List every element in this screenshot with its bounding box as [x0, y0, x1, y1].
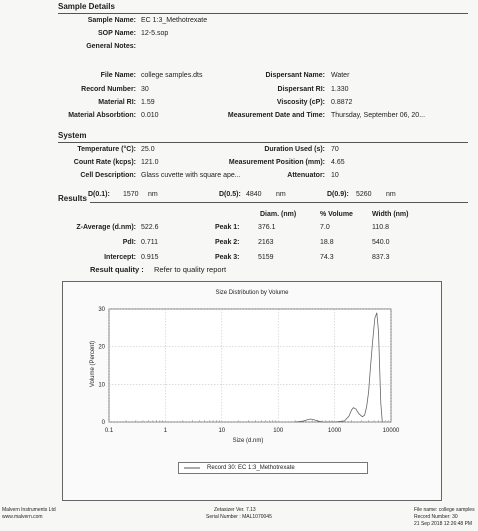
- x-tick-label: 10: [218, 428, 226, 434]
- legend-swatch: [182, 463, 202, 473]
- section-title-sample-details: Sample Details: [58, 2, 115, 11]
- peak-3-width: 837.3: [372, 254, 390, 261]
- peak-3-diam: 5159: [258, 254, 274, 261]
- measurement-date-label: Measurement Date and Time:: [227, 112, 325, 119]
- material-absorption-label: Material Absorbtion:: [68, 112, 136, 119]
- sop-name-label: SOP Name:: [98, 30, 136, 37]
- count-rate-value: 121.0: [141, 159, 159, 166]
- viscosity-label: Viscosity (cP):: [276, 99, 325, 106]
- y-tick-label: 0: [101, 420, 105, 426]
- dispersant-name-label: Dispersant Name:: [265, 72, 325, 79]
- peak-1-diam: 376.1: [258, 224, 276, 231]
- d05-value: 4840: [246, 191, 262, 198]
- measurement-position-label: Measurement Position (mm):: [228, 159, 325, 166]
- peak-1-label: Peak 1:: [215, 224, 240, 231]
- material-ri-label: Material RI:: [98, 99, 136, 106]
- result-quality-label: Result quality :: [90, 265, 144, 274]
- dispersant-ri-value: 1.330: [331, 86, 349, 93]
- section-divider: [90, 202, 468, 203]
- peak-1-width: 110.8: [372, 224, 389, 231]
- file-name-label: File Name:: [100, 72, 136, 79]
- d09-label: D(0.9):: [327, 191, 349, 198]
- dispersant-ri-label: Dispersant RI:: [277, 86, 325, 93]
- peak-2-volume: 18.8: [320, 239, 334, 246]
- x-tick-label: 1000: [327, 428, 342, 434]
- result-quality-value: Refer to quality report: [154, 265, 227, 274]
- material-absorption-value: 0.010: [141, 112, 159, 119]
- d05-label: D(0.5):: [219, 191, 241, 198]
- cell-description-value: Glass cuvette with square ape...: [141, 172, 241, 179]
- attenuator-value: 10: [331, 172, 339, 179]
- z-average-label: Z-Average (d.nm):: [76, 224, 136, 231]
- footer-website: www.malvern.com: [2, 514, 43, 520]
- z-average-value: 522.6: [141, 224, 159, 231]
- dispersant-name-value: Water: [331, 72, 350, 79]
- y-tick-label: 20: [98, 344, 105, 351]
- header-volume: % Volume: [320, 211, 353, 218]
- intercept-value: 0.915: [141, 254, 159, 261]
- duration-label: Duration Used (s):: [264, 146, 325, 153]
- record-number-label: Record Number:: [81, 86, 136, 93]
- d05-unit: nm: [276, 191, 286, 198]
- footer-company: Malvern Instruments Ltd: [2, 507, 56, 513]
- pdi-value: 0.711: [141, 239, 158, 246]
- pdi-label: PdI:: [122, 239, 136, 246]
- d09-unit: nm: [386, 191, 396, 198]
- d01-value: 1570: [123, 191, 139, 198]
- header-diam: Diam. (nm): [260, 211, 297, 218]
- footer-file-name: File name: college samples: [414, 507, 475, 513]
- file-name-value: college samples.dts: [141, 72, 203, 79]
- footer-serial-number: Serial Number : MAL1070045: [206, 514, 272, 520]
- temperature-value: 25.0: [141, 146, 155, 153]
- plot-area: [109, 309, 391, 422]
- x-tick-label: 0.1: [104, 428, 114, 434]
- footer-record-number: Record Number: 30: [414, 514, 458, 520]
- peak-2-label: Peak 2:: [215, 239, 240, 246]
- section-divider: [58, 142, 468, 143]
- count-rate-label: Count Rate (kcps):: [73, 159, 136, 166]
- sample-name-value: EC 1:3_Methotrexate: [141, 17, 208, 24]
- d09-value: 5260: [356, 191, 372, 198]
- y-tick-label: 10: [98, 382, 105, 389]
- general-notes-label: General Notes:: [86, 43, 136, 50]
- chart-title: Size Distribution by Volume: [215, 290, 289, 296]
- record-number-value: 30: [141, 86, 149, 93]
- x-tick-label: 10000: [382, 428, 400, 434]
- x-axis-label: Size (d.nm): [232, 438, 264, 444]
- x-tick-label: 100: [273, 428, 284, 434]
- d01-unit: nm: [148, 191, 158, 198]
- section-title-system: System: [58, 131, 87, 140]
- y-tick-label: 30: [98, 307, 105, 313]
- footer-software-version: Zetasizer Ver. 7.13: [214, 507, 256, 513]
- d01-label: D(0.1):: [88, 191, 110, 198]
- sop-name-value: 12-5.sop: [141, 30, 169, 37]
- material-ri-value: 1.59: [141, 99, 155, 106]
- peak-3-label: Peak 3:: [215, 254, 240, 261]
- measurement-position-value: 4.65: [331, 159, 345, 166]
- y-axis-label: Volume (Percent): [90, 340, 96, 388]
- viscosity-value: 0.8872: [331, 99, 353, 106]
- legend-series-name: Record 30: EC 1:3_Methotrexate: [207, 465, 295, 471]
- peak-1-volume: 7.0: [320, 224, 330, 231]
- peak-3-volume: 74.3: [320, 254, 334, 261]
- temperature-label: Temperature (°C):: [77, 146, 136, 153]
- sample-name-label: Sample Name:: [87, 17, 136, 24]
- chart-legend: [178, 462, 368, 474]
- cell-description-label: Cell Description:: [80, 172, 136, 179]
- intercept-label: Intercept:: [104, 254, 136, 261]
- peak-2-diam: 2163: [258, 239, 274, 246]
- peak-2-width: 540.0: [372, 239, 390, 246]
- section-title-results: Results: [58, 194, 87, 203]
- duration-value: 70: [331, 146, 339, 153]
- measurement-date-value: Thursday, September 06, 20...: [331, 112, 426, 119]
- x-tick-label: 1: [163, 428, 168, 434]
- attenuator-label: Attenuator:: [287, 172, 325, 179]
- footer-timestamp: 21 Sep 2018 12:26:48 PM: [414, 521, 473, 527]
- header-width: Width (nm): [372, 211, 409, 218]
- section-divider: [58, 13, 468, 14]
